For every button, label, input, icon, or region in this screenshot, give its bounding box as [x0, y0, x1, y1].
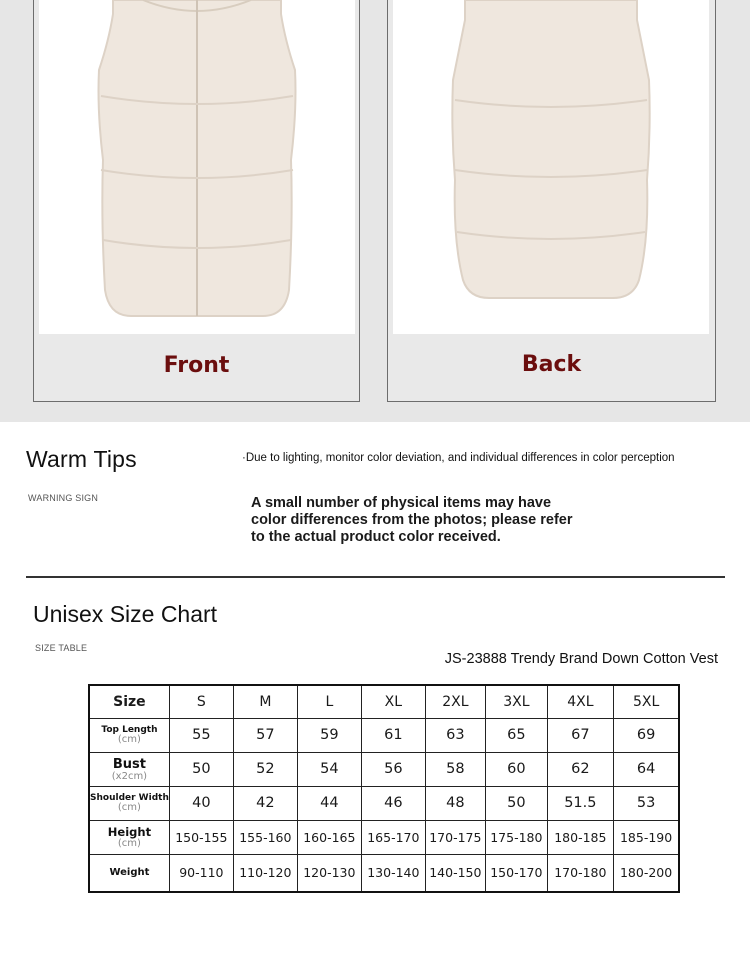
table-cell: 57	[233, 718, 297, 752]
table-cell: 60	[485, 752, 547, 786]
table-cell: 140-150	[425, 854, 485, 892]
table-cell: 46	[361, 786, 425, 820]
front-photo-card	[33, 0, 360, 402]
size-chart-title: Unisex Size Chart	[33, 601, 218, 627]
back-photo-card	[387, 0, 716, 402]
table-cell: 42	[233, 786, 297, 820]
table-cell: 44	[297, 786, 361, 820]
table-cell: 185-190	[613, 820, 679, 854]
row-label: Bust (x2cm)	[89, 752, 169, 786]
back-vest-image	[393, 0, 709, 334]
table-cell: 54	[297, 752, 361, 786]
table-cell: 55	[169, 718, 233, 752]
table-cell: 51.5	[547, 786, 613, 820]
size-header-cell: 5XL	[613, 685, 679, 718]
size-header-cell: 4XL	[547, 685, 613, 718]
weight-row	[89, 854, 679, 892]
top-length-row	[89, 718, 679, 752]
table-cell: 52	[233, 752, 297, 786]
table-cell: 65	[485, 718, 547, 752]
size-header-cell: M	[233, 685, 297, 718]
table-cell: 48	[425, 786, 485, 820]
size-chart-subtitle: SIZE TABLE	[35, 643, 88, 653]
table-cell: 165-170	[361, 820, 425, 854]
table-cell: 58	[425, 752, 485, 786]
table-cell: 56	[361, 752, 425, 786]
size-header-cell: XL	[361, 685, 425, 718]
section-divider	[26, 576, 725, 578]
table-cell: 150-170	[485, 854, 547, 892]
table-cell: 180-200	[613, 854, 679, 892]
table-cell: 62	[547, 752, 613, 786]
warm-tips-subtitle: WARNING SIGN	[28, 493, 99, 503]
table-cell: 50	[485, 786, 547, 820]
table-cell: 180-185	[547, 820, 613, 854]
table-cell: 64	[613, 752, 679, 786]
size-header-cell: L	[297, 685, 361, 718]
table-cell: 69	[613, 718, 679, 752]
table-cell: 155-160	[233, 820, 297, 854]
back-label: Back	[521, 352, 582, 377]
size-header-row	[89, 685, 679, 718]
table-cell: 61	[361, 718, 425, 752]
table-cell: 90-110	[169, 854, 233, 892]
table-cell: 150-155	[169, 820, 233, 854]
table-cell: 170-175	[425, 820, 485, 854]
table-cell: 120-130	[297, 854, 361, 892]
table-cell: 175-180	[485, 820, 547, 854]
size-table	[88, 684, 680, 893]
warm-tips-note: ·Due to lighting, monitor color deviation, and individual differences in color perception	[242, 452, 675, 464]
warm-tips-title: Warm Tips	[26, 446, 137, 472]
table-cell: 40	[169, 786, 233, 820]
row-label: Weight	[89, 854, 169, 892]
row-label: Height (cm)	[89, 820, 169, 854]
size-header-cell: S	[169, 685, 233, 718]
row-label: Shoulder Width (cm)	[89, 786, 169, 820]
front-vest-image	[39, 0, 355, 334]
table-cell: 59	[297, 718, 361, 752]
size-header-cell: 3XL	[485, 685, 547, 718]
table-cell: 63	[425, 718, 485, 752]
table-cell: 110-120	[233, 854, 297, 892]
product-name: JS-23888 Trendy Brand Down Cotton Vest	[444, 651, 718, 667]
shoulder-width-row	[89, 786, 679, 820]
row-label: Top Length (cm)	[89, 718, 169, 752]
table-cell: 50	[169, 752, 233, 786]
front-label: Front	[163, 353, 230, 378]
table-cell: 67	[547, 718, 613, 752]
size-header-cell: 2XL	[425, 685, 485, 718]
warm-tips-body: A small number of physical items may have color differences from the photos; please refer to the actual product color received.	[251, 495, 573, 545]
table-cell: 170-180	[547, 854, 613, 892]
table-cell: 160-165	[297, 820, 361, 854]
table-cell: 130-140	[361, 854, 425, 892]
product-photos-section	[0, 0, 750, 422]
bust-row	[89, 752, 679, 786]
table-cell: 53	[613, 786, 679, 820]
size-header-label: Size	[89, 685, 169, 718]
height-row	[89, 820, 679, 854]
